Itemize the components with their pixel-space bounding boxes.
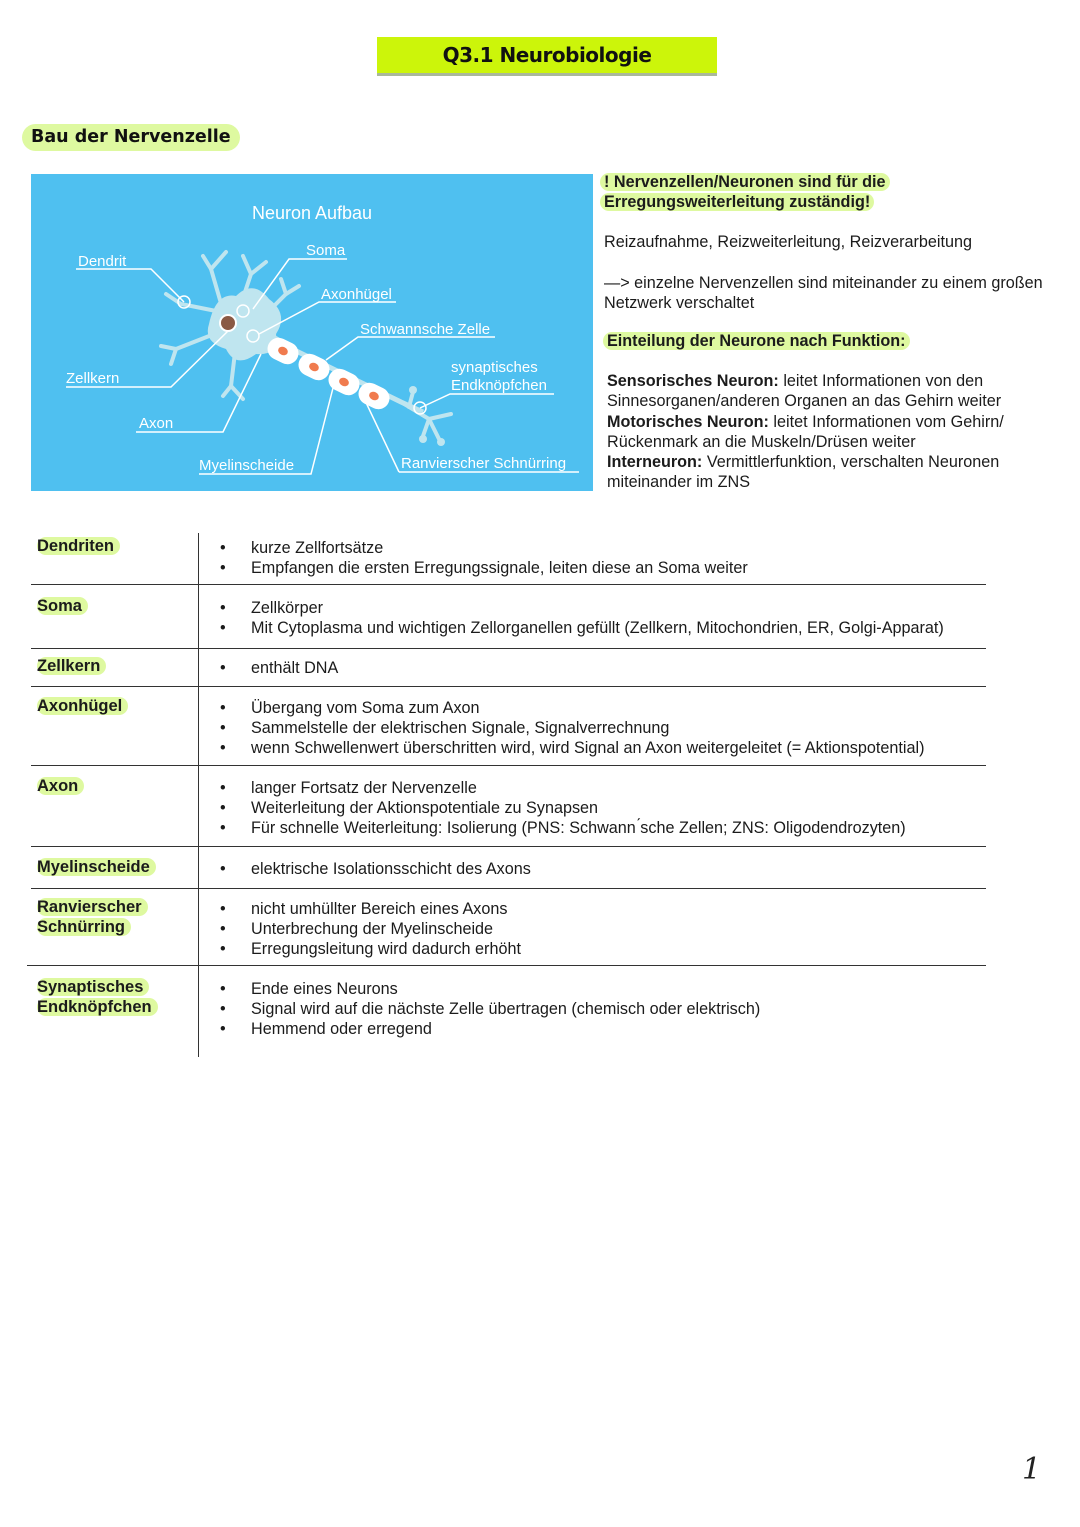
sensory-label: Sensorisches Neuron: [607, 372, 779, 391]
label-synaptisch-2: Endknöpfchen [451, 377, 547, 394]
row-items-dendriten [220, 538, 748, 578]
info-highlight-2: Erregungsweiterleitung zuständig! [600, 193, 874, 211]
list-item: • langer Fortsatz der Nervenzelle [220, 778, 906, 798]
list-item: • Mit Cytoplasma und wichtigen Zellorganellen gefüllt (Zellkern, Mitochondrien, ER, Golgi-Apparat) [220, 618, 944, 638]
list-item: • elektrische Isolationsschicht des Axons [220, 859, 531, 879]
row-separator [31, 888, 986, 889]
row-separator [31, 686, 986, 687]
row-label-soma: Soma [37, 596, 88, 616]
row-label-myelinscheide: Myelinscheide [37, 857, 156, 877]
row-label-zellkern: Zellkern [37, 656, 106, 676]
row-items-soma [220, 598, 944, 638]
row-separator [31, 648, 986, 649]
inter-label: Interneuron: [607, 453, 703, 472]
row-label-ranvier: Ranvierscher Schnürring [37, 897, 148, 937]
row-label-synaptisch: Synaptisches Endknöpfchen [37, 977, 158, 1017]
label-ranvier: Ranvierscher Schnürring [401, 455, 567, 472]
table-divider [198, 533, 199, 1057]
label-dendrit: Dendrit [78, 253, 127, 270]
row-label-axon: Axon [37, 776, 84, 796]
row-separator [31, 846, 986, 847]
motor-label: Motorisches Neuron: [607, 412, 769, 431]
label-axonhuegel: Axonhügel [321, 286, 392, 303]
diagram-title: Neuron Aufbau [251, 203, 373, 223]
list-item: • enthält DNA [220, 658, 338, 678]
label-soma: Soma [306, 242, 346, 259]
list-item: • Zellkörper [220, 598, 944, 618]
label-schwann: Schwannsche Zelle [360, 321, 491, 338]
list-item: • Hemmend oder erregend [220, 1019, 760, 1039]
label-synaptisch-1: synaptisches [451, 359, 538, 376]
info-line-2a: —> einzelne Nervenzellen sind miteinander zu einem großen [604, 273, 1043, 292]
inter-text-1: Vermittlerfunktion, verschalten Neuronen [702, 453, 1000, 472]
inter-text-2: miteinander im ZNS [607, 473, 751, 492]
list-item: • kurze Zellfortsätze [220, 538, 748, 558]
page-number: 1 [1022, 1452, 1042, 1487]
list-item: • Übergang vom Soma zum Axon [220, 698, 924, 718]
motor-text-2: Rückenmark an die Muskeln/Drüsen weiter [607, 432, 916, 451]
row-separator [31, 584, 986, 585]
section-title: Bau der Nervenzelle [22, 124, 240, 151]
list-item: • Erregungsleitung wird dadurch erhöht [220, 939, 521, 959]
page-title: Q3.1 Neurobiologie [377, 37, 717, 73]
info-heading: Einteilung der Neurone nach Funktion: [603, 332, 910, 350]
row-separator [27, 965, 986, 966]
info-highlight-1: ! Nervenzellen/Neuronen sind für die [600, 173, 890, 191]
list-item: • Ende eines Neurons [220, 979, 760, 999]
row-items-myelinscheide [220, 859, 531, 879]
list-item: • Sammelstelle der elektrischen Signale, Signalverrechnung [220, 718, 924, 738]
row-items-synaptisch [220, 979, 760, 1040]
row-label-dendriten: Dendriten [37, 536, 120, 556]
list-item: • Signal wird auf die nächste Zelle übertragen (chemisch oder elektrisch) [220, 999, 760, 1019]
list-item: • Weiterleitung der Aktionspotentiale zu Synapsen [220, 798, 906, 818]
list-item: • Unterbrechung der Myelinscheide [220, 919, 521, 939]
row-items-axon [220, 778, 906, 839]
row-separator [31, 765, 986, 766]
motor-text-1: leitet Informationen vom Gehirn/ [768, 412, 1004, 431]
info-line-2b: Netzwerk verschaltet [604, 293, 755, 312]
label-zellkern: Zellkern [66, 370, 120, 387]
list-item: • wenn Schwellenwert überschritten wird, wird Signal an Axon weitergeleitet (= Aktionspotential) [220, 738, 924, 758]
row-items-axonhuegel [220, 698, 924, 759]
list-item: • nicht umhüllter Bereich eines Axons [220, 899, 521, 919]
list-item: • Für schnelle Weiterleitung: Isolierung (PNS: Schwann ́sche Zellen; ZNS: Oligodendrozyten) [220, 818, 906, 838]
row-items-zellkern [220, 658, 338, 678]
info-line-1: Reizaufnahme, Reizweiterleitung, Reizverarbeitung [604, 233, 973, 252]
sensory-text-1: leitet Informationen von den [778, 372, 984, 391]
list-item: • Empfangen die ersten Erregungssignale, leiten diese an Soma weiter [220, 558, 748, 578]
label-axon: Axon [139, 415, 174, 432]
row-label-axonhuegel: Axonhügel [37, 696, 128, 716]
row-items-ranvier [220, 899, 521, 960]
sensory-text-2: Sinnesorganen/anderen Organen an das Gehirn weiter [607, 392, 1002, 411]
label-myelin: Myelinscheide [199, 457, 295, 474]
